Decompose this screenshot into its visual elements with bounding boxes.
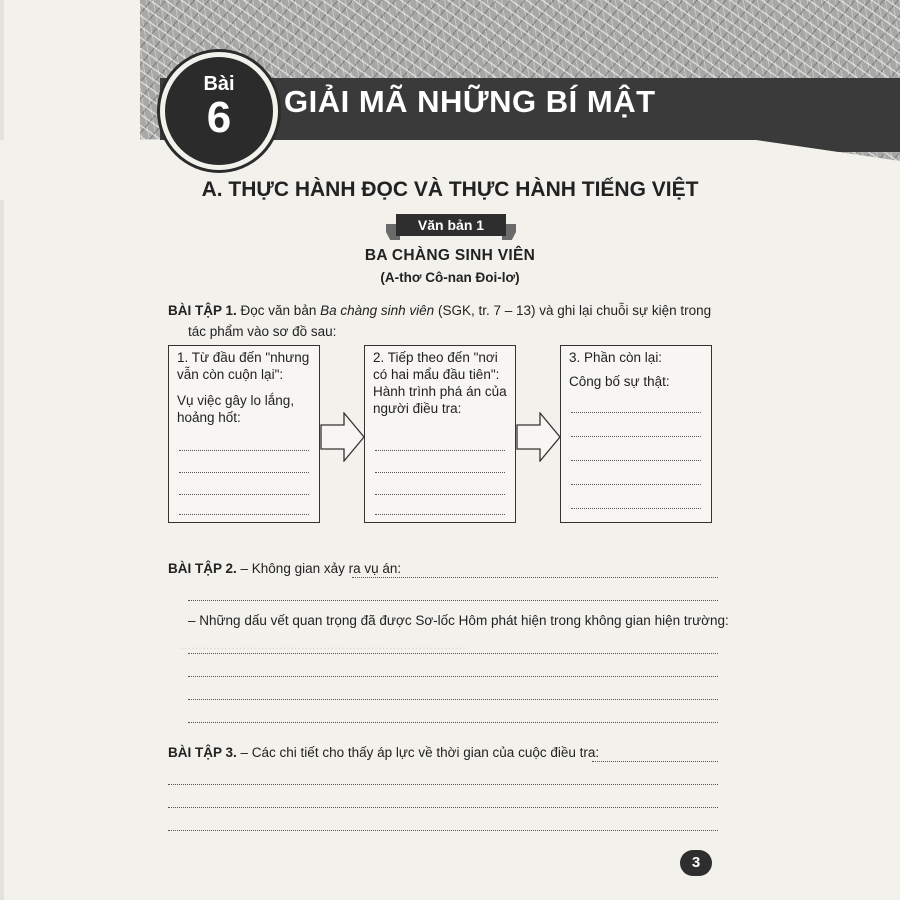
bleed-through: …………………………………………………………………… [180,640,466,652]
ex2-text: – Không gian xảy ra vụ án: [240,561,402,576]
answer-line[interactable] [352,577,718,578]
answer-line[interactable] [188,676,718,677]
section-title: A. THỰC HÀNH ĐỌC VÀ THỰC HÀNH TIẾNG VIỆT [201,178,699,201]
box2-line2: có hai mẩu đầu tiên": [373,367,500,382]
flow-box-3 [560,345,712,523]
ex3-line [168,745,599,760]
lesson-number: 6 [206,93,232,142]
box3-line2: Công bố sự thật: [569,374,670,389]
box2-line4: người điều tra: [373,401,462,416]
text-ribbon [396,214,506,240]
answer-line[interactable] [168,807,718,808]
ex3-label: BÀI TẬP 3. [168,745,237,760]
answer-line[interactable] [179,450,309,451]
story-author: (A-thơ Cô-nan Đoi-lơ) [380,270,520,285]
ex1-line2: tác phẩm vào sơ đồ sau: [188,324,337,339]
ex1-label: BÀI TẬP 1. [168,303,237,318]
lesson-label: Bài [203,73,235,95]
answer-line[interactable] [179,494,309,495]
answer-line[interactable] [375,450,505,451]
answer-line[interactable] [571,412,701,413]
answer-line[interactable] [571,484,701,485]
answer-line[interactable] [188,722,718,723]
answer-line[interactable] [188,699,718,700]
box2-line3: Hành trình phá án của [373,384,507,399]
answer-line[interactable] [375,494,505,495]
box1-line4: hoảng hốt: [177,410,241,425]
ex3-text: – Các chi tiết cho thấy áp lực về thời gian của cuộc điều tra: [240,745,600,760]
answer-line[interactable] [188,600,718,601]
answer-line[interactable] [168,784,718,785]
ex1-book: Ba chàng sinh viên [320,303,435,318]
flow-box-2 [364,345,516,523]
box1-line3: Vụ việc gây lo lắng, [177,393,295,408]
answer-line[interactable] [571,436,701,437]
ex2-label: BÀI TẬP 2. [168,561,237,576]
story-title: BA CHÀNG SINH VIÊN [364,247,536,264]
flow-arrow-icon [516,412,562,462]
answer-line[interactable] [592,761,718,762]
ex1-suffix: (SGK, tr. 7 – 13) và ghi lại chuỗi sự kiện trong [437,303,712,318]
page-number: 3 [680,850,712,876]
chapter-title: GIẢI MÃ NHỮNG BÍ MẬT [284,84,656,119]
ex2-line [168,561,401,576]
answer-line[interactable] [375,472,505,473]
flow-box-1 [168,345,320,523]
box3-line1: 3. Phần còn lại: [569,350,663,365]
ex1-prefix: Đọc văn bản [240,303,317,318]
box1-line1: 1. Từ đầu đến "nhưng [177,350,310,365]
lesson-badge [160,52,278,170]
answer-line[interactable] [188,653,718,654]
ribbon-label: Văn bản 1 [396,214,506,236]
answer-line[interactable] [179,472,309,473]
flow-arrow-icon [320,412,366,462]
answer-line[interactable] [375,514,505,515]
box1-line2: vẫn còn cuộn lại": [177,367,284,382]
ex2-sub: – Những dấu vết quan trọng đã được Sơ-lốc Hôm phát hiện trong không gian hiện trường: [188,613,729,628]
answer-line[interactable] [571,460,701,461]
answer-line[interactable] [571,508,701,509]
answer-line[interactable] [179,514,309,515]
ex1-line1 [168,303,711,318]
box2-line1: 2. Tiếp theo đến "nơi [373,350,498,365]
page-edge-left [0,0,4,900]
answer-line[interactable] [168,830,718,831]
